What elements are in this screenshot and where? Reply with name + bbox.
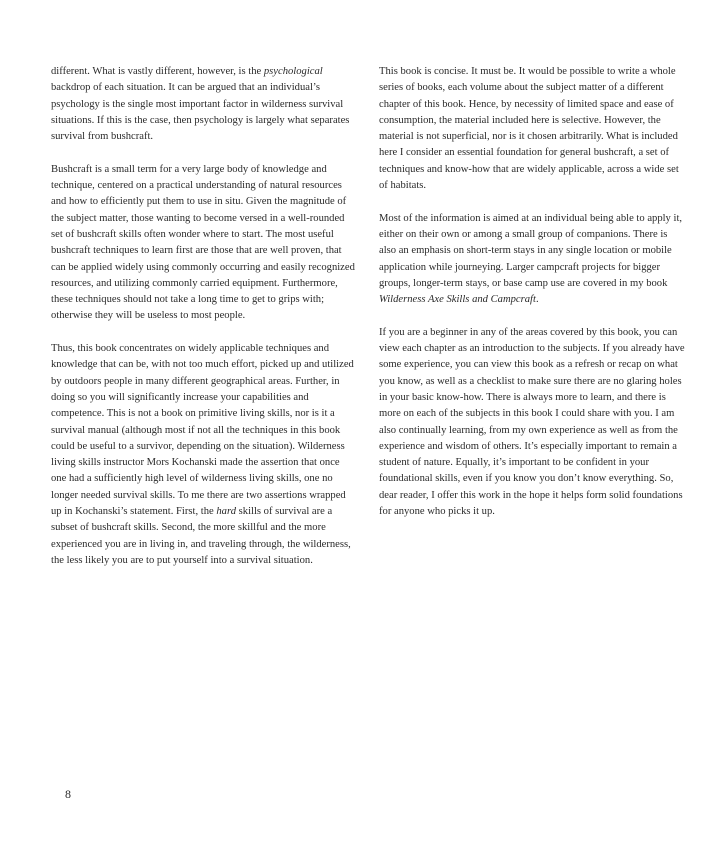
left-text-column — [51, 64, 357, 569]
emphasis-text: psychological — [263, 66, 323, 77]
emphasis-text: hard — [216, 506, 236, 518]
text-run: . — [535, 294, 539, 306]
paragraph — [379, 211, 685, 309]
right-text-column — [379, 64, 685, 520]
paragraph — [51, 64, 357, 145]
paragraph — [51, 341, 357, 569]
page-number: 8 — [65, 787, 71, 801]
text-run: skills of survival are a subset of bushcraft skills. Second, the more skillful and the more experienced you are in living in, and traveling through, the wilderness, the less likely you are to put yourself into a survival situation. — [51, 506, 351, 566]
book-title-text: Wilderness Axe Skills and Campcraft — [379, 294, 536, 306]
text-run: different. What is vastly different, however, is the — [51, 66, 264, 77]
text-run: Most of the information is aimed at an individual being able to apply it, either on their own or among a small group of companions. There is also an emphasis on short-term stays in any single location or mobile application while journeying. Larger campcraft projects for bigger groups, longer-term stays, or base camp use are covered in my book — [379, 212, 683, 289]
paragraph: This book is concise. It must be. It would be possible to write a whole series of books, each volume about the subject matter of a different chapter of this book. Hence, by necessity of limited space and ease of consumption, the material included here is selective. However, the material is not superficial, nor is it chosen arbitrarily. What is included here I consider an essential foundation for general bushcraft, a set of techniques and know-how that are widely applicable, across a wide set of habitats. — [379, 66, 679, 192]
text-run: Thus, this book concentrates on widely applicable techniques and knowledge that can be, with not too much effort, picked up and utilized by outdoors people in many different geographical areas. Further, in doing so you will significantly increase your capabilities and competence. This is not a book on primitive living skills, nor is it a survival manual (although most if not all the techniques in this book could be useful to a survivor, depending on the situation). Wilderness living skills instructor Mors Kochanski made the assertion that once one had a sufficiently high level of wilderness living skills, one no longer needed survival skills. To me there are two assertions wrapped up in Kochanski’s statement. First, the — [51, 343, 354, 518]
paragraph: Bushcraft is a small term for a very large body of knowledge and technique, centered on a practical understanding of natural resources and how to efficiently put them to use in situ. Given the magnitude of the subject matter, those wanting to become versed in a well-rounded set of bushcraft skills often wonder where to start. The most useful bushcraft techniques to learn first are those that are well proven, that can be applied widely using commonly occurring and easily recognized resources, and utilizing commonly carried equipment. Furthermore, these techniques should not take a long time to get to grips with; otherwise they will be useless to most people. — [51, 163, 355, 322]
text-run: backdrop of each situation. It can be argued that an individual’s psychology is the single most important factor in wilderness survival situations. If this is the case, then psychology is largely what separates survival from bushcraft. — [51, 82, 350, 143]
paragraph: If you are a beginner in any of the areas covered by this book, you can view each chapter as an introduction to the subjects. If you already have some experience, you can view this book as a refresh or recap on what you know, as well as a checklist to make sure there are no glaring holes in your basic know-how. There is always more to learn, and there is more on each of the subjects in this book I could share with you. I am also continually learning, from my own experience as well as from the experience and wisdom of others. It’s especially important to remain a student of nature. Equally, it’s important to be confident in your foundational skills, even if you know you don’t know everything. So, dear reader, I offer this work in the hope it helps form solid foundations for anyone who picks it up. — [379, 326, 685, 518]
